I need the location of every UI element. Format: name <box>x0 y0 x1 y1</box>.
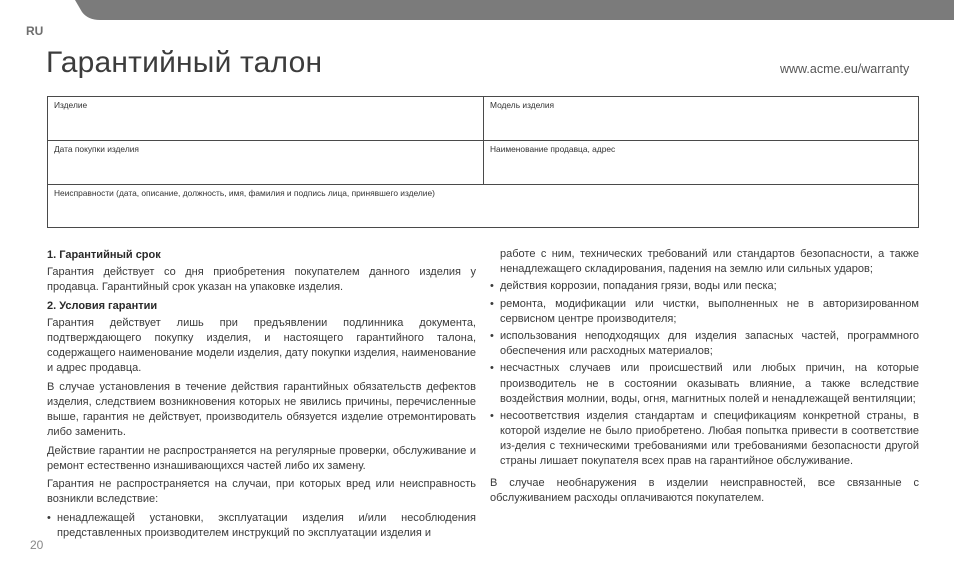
list-item-continuation: работе с ним, технических требований или стандартов безопасности, а также ненадлежащего складирования, падения на землю или сильных ударов; <box>500 248 919 276</box>
list-item: • действия коррозии, попадания грязи, воды или песка; <box>490 279 919 294</box>
conditions-paragraph-2: В случае установления в течение действия гарантийных обязательств дефектов изделия, следствием возникновения которых не явились причины, перечисленные выше, гарантия не действует, производитель обязуется изделие отремонтировать либо заменить. <box>47 380 476 439</box>
seller-label: Наименование продавца, адрес <box>490 144 616 154</box>
left-column <box>47 247 476 543</box>
warranty-period-text: Гарантия действует со дня приобретения покупателем данного изделия у продавца. Гарантийный срок указан на упаковке изделия. <box>47 266 476 294</box>
product-field[interactable] <box>48 97 484 141</box>
list-item: • использования неподходящих для изделия запасных частей, программного обеспечения или расходных материалов; <box>490 329 919 359</box>
exclusions-list-left <box>47 511 476 541</box>
model-label: Модель изделия <box>490 100 555 110</box>
language-label: RU <box>26 24 44 38</box>
page-number: 20 <box>30 538 44 552</box>
header-band <box>0 0 954 20</box>
list-item: • ремонта, модификации или чистки, выполненных не в авторизированном сервисном центре производителя; <box>490 297 919 327</box>
faults-label: Неисправности (дата, описание, должность, имя, фамилия и подпись лица, принявшего изделие) <box>54 188 435 198</box>
conditions-paragraph-1: Гарантия действует лишь при предъявлении подлинника документа, подтверждающего покупку изделия, и настоящего гарантийного талона, содержащего наименование модели изделия, дату покупки изделия, наименование и адрес продавца. <box>47 316 476 375</box>
purchase-date-field[interactable] <box>48 141 484 185</box>
product-label: Изделие <box>54 100 88 110</box>
conditions-paragraph-3: Действие гарантии не распространяется на регулярные проверки, обслуживание и ремонт естественно изнашивающихся частей либо их замену. <box>47 444 476 472</box>
purchase-date-label: Дата покупки изделия <box>54 144 139 154</box>
section-heading-warranty-conditions: 2. Условия гарантии <box>47 299 158 312</box>
page-title: Гарантийный талон <box>46 46 323 79</box>
warranty-form <box>47 96 919 228</box>
right-column <box>490 247 919 510</box>
list-item: • ненадлежащей установки, эксплуатации изделия и/или несоблюдения представленных производителем инструкций по эксплуатации изделия и <box>47 511 476 541</box>
list-item: • несоответствия изделия стандартам и спецификациям конкретной страны, в которой изделие не было приобретено. Любая попытка привести в соответствие из-делия с техническими требованиями или требованиями безопасности другой страны лишает покупателя всех прав на гарантийное обслуживание. <box>490 409 919 469</box>
section-heading-warranty-period: 1. Гарантийный срок <box>47 249 161 261</box>
exclusions-list-right <box>490 279 919 469</box>
conditions-paragraph-4: Гарантия не распространяется на случаи, при которых вред или неисправность возникли вследствие: <box>47 478 476 506</box>
faults-field[interactable] <box>48 185 918 227</box>
model-field[interactable] <box>484 97 918 141</box>
closing-note: В случае необнаружения в изделии неисправностей, все связанные с обслуживанием расходы оплачиваются покупателем. <box>490 477 919 505</box>
list-item: • несчастных случаев или происшествий или любых причин, на которые производитель не в состоянии оказывать влияние, а также вследствие воздействия молнии, воды, огня, магнитных полей и ненадлежащей вентиляции; <box>490 361 919 406</box>
seller-field[interactable] <box>484 141 918 185</box>
warranty-url: www.acme.eu/warranty <box>780 62 910 76</box>
